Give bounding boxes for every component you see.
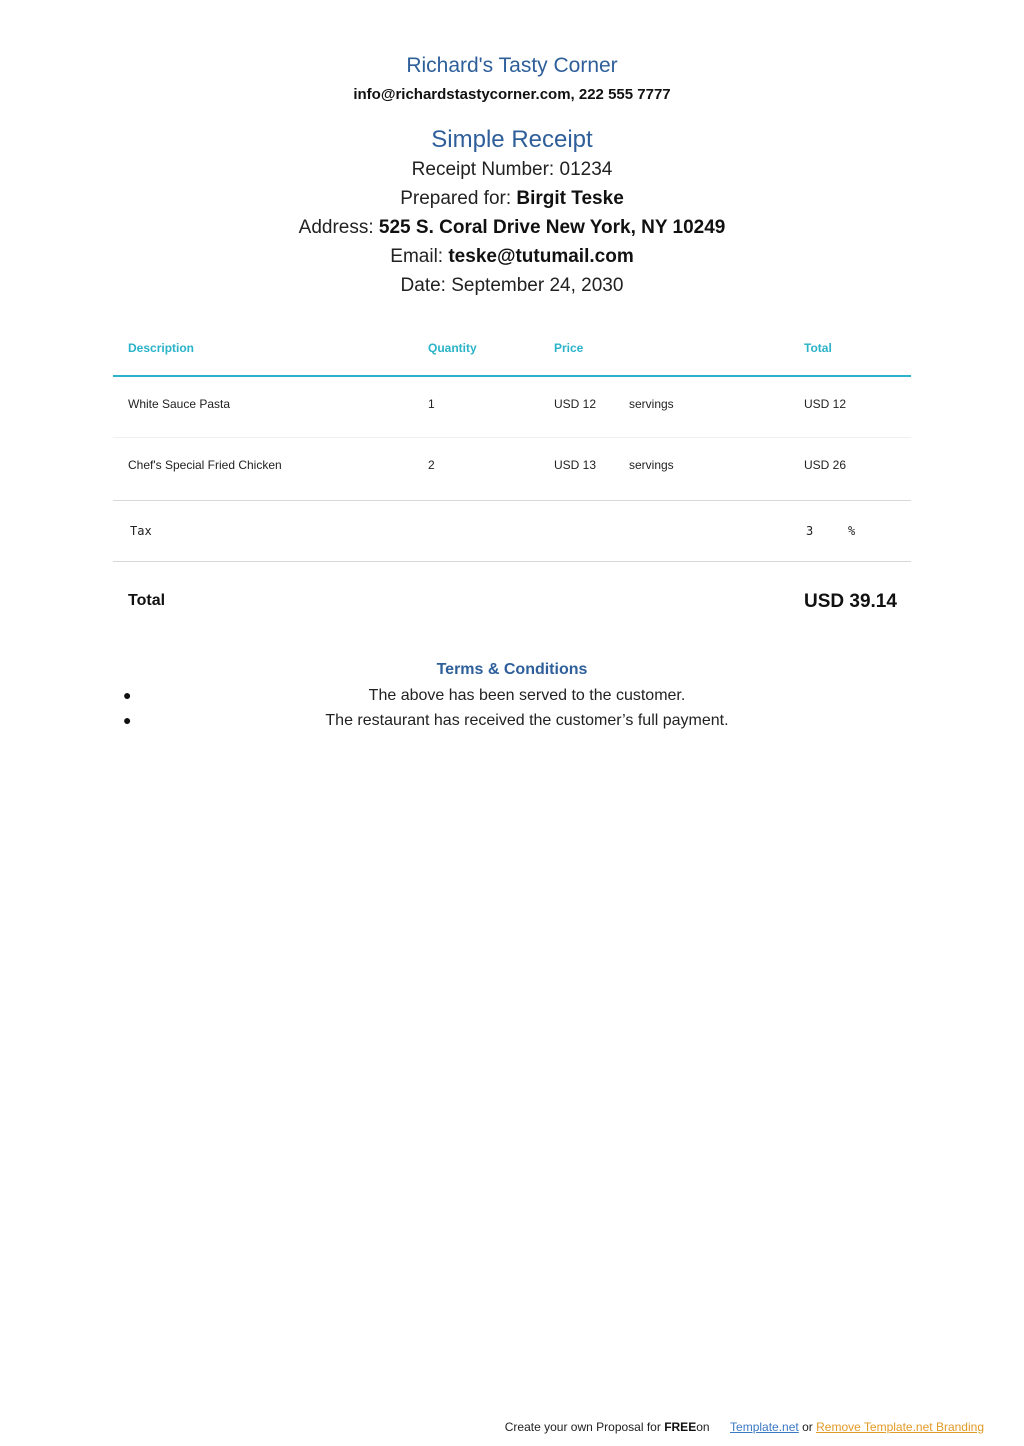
grand-total-row [113,562,911,642]
item-description: White Sauce Pasta [128,397,231,411]
table-header-row [113,320,911,377]
item-total: USD 26 [804,458,847,472]
header-price: Price [554,341,584,355]
tax-unit: % [848,524,856,538]
date-value: September 24, 2030 [451,275,624,296]
prepared-for-label: Prepared for: [400,188,512,209]
item-unit: servings [629,397,674,411]
date-line [0,271,1024,300]
list-item [123,708,926,733]
footer-on: on [696,1420,710,1434]
terms-item-text: The above has been served to the customer. [368,687,686,704]
table-row [113,377,911,438]
terms-section [0,660,1024,729]
item-description: Chef's Special Fried Chicken [128,458,282,472]
terms-item-text: The restaurant has received the customer’s full payment. [325,712,729,729]
items-table [113,320,911,642]
tax-label: Tax [130,524,152,538]
list-item [123,683,926,708]
item-unit: servings [629,458,674,472]
grand-total-value: USD 39.14 [804,591,897,612]
item-quantity: 2 [428,458,435,472]
document-title: Simple Receipt [431,126,593,153]
remove-branding-link[interactable]: Remove Template.net Branding [816,1420,984,1434]
branding-footer [505,1420,984,1434]
item-price: USD 12 [554,397,597,411]
receipt-number-value: 01234 [559,159,613,180]
header-quantity: Quantity [428,341,477,355]
item-total: USD 12 [804,397,847,411]
grand-total-label: Total [128,592,166,609]
receipt-header [0,52,1024,300]
company-name: Richard's Tasty Corner [406,54,618,77]
address-line [0,213,1024,242]
table-row [113,438,911,501]
terms-title: Terms & Conditions [436,661,588,678]
item-quantity: 1 [428,397,435,411]
prepared-for-line [0,184,1024,213]
date-label: Date: [400,275,446,296]
footer-or: or [802,1420,813,1434]
email-label: Email: [390,246,444,267]
receipt-number-label: Receipt Number: [411,159,555,180]
receipt-number-line [0,155,1024,184]
footer-free: FREE [664,1420,697,1434]
company-contact: info@richardstastycorner.com, 222 555 7777 [353,86,671,103]
item-price: USD 13 [554,458,597,472]
email-value: teske@tutumail.com [448,246,634,267]
prepared-for-value: Birgit Teske [516,188,624,209]
template-net-link[interactable]: Template.net [730,1420,799,1434]
tax-row [113,501,911,562]
address-value: 525 S. Coral Drive New York, NY 10249 [378,217,726,238]
address-label: Address: [298,217,374,238]
header-description: Description [128,341,195,355]
footer-prefix: Create your own Proposal for [504,1420,661,1434]
tax-value: 3 [806,524,814,538]
bullet-icon: ● [123,687,132,703]
bullet-icon: ● [123,712,132,728]
header-total: Total [804,341,832,355]
email-line [0,242,1024,271]
terms-list [123,683,926,733]
